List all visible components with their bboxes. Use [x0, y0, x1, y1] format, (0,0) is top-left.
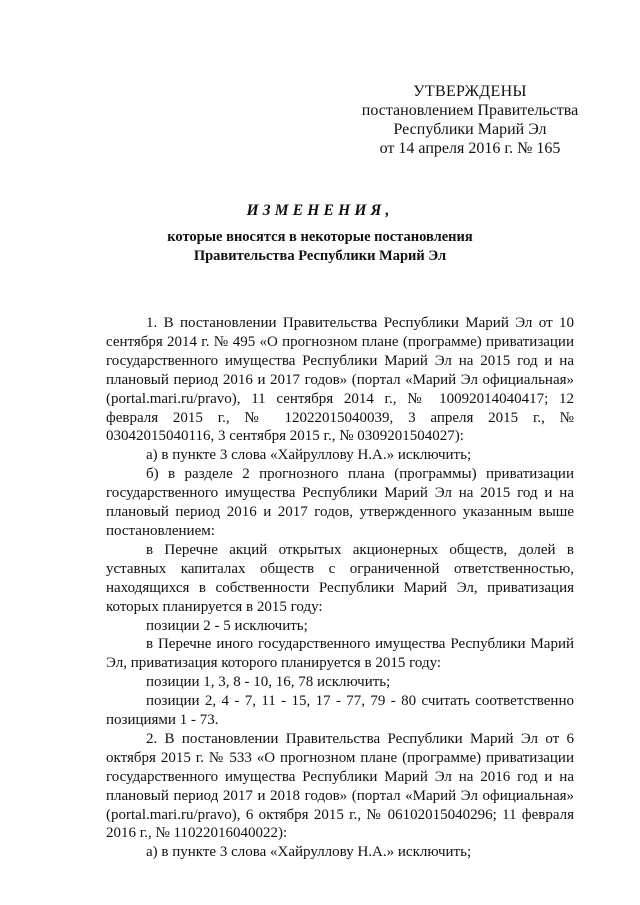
- paragraph-positions-renumber: позиции 2, 4 - 7, 11 - 15, 17 - 77, 79 - 80 считать соответственно позициями 1 - 73.: [106, 693, 574, 729]
- paragraph-2: 2. В постановлении Правительства Республики Марий Эл от 6 октября 2015 г. № 533 «О прогнозном плане (программе) приватизации государственного имущества Республики Марий Эл на 2016 год и на плановый период 2017 и 2018 годов» (портал «Марий Эл официальная» (portal.mari.ru/pravo), 6 октября 2015 г., № 06102015040296; 11 февраля 2016 г., № 11022016040022):: [106, 730, 574, 842]
- approval-title: УТВЕРЖДЕНЫ: [413, 83, 527, 100]
- paragraph-1a: а) в пункте 3 слова «Хайруллову Н.А.» исключить;: [146, 447, 472, 464]
- paragraph-positions-2-5: позиции 2 - 5 исключить;: [146, 617, 308, 634]
- paragraph-positions-exclude: позиции 1, 3, 8 - 10, 16, 78 исключить;: [146, 674, 391, 691]
- paragraph-1: 1. В постановлении Правительства Республики Марий Эл от 10 сентября 2014 г. № 495 «О прогнозном плане (программе) приватизации государственного имущества Республики Марий Эл на 2015 год и на плановый период 2016 и 2017 годов» (портал «Марий Эл официальная» (portal.mari.ru/pravo), 11 сентября 2014 г., № 10092014040417; 12 февраля 2015 г., № 12022015040039, 3 апреля 2015 г., № 03042015040116, 3 сентября 2015 г., № 0309201504027):: [106, 315, 574, 445]
- subtitle-line-1: которые вносятся в некоторые постановления: [167, 229, 473, 245]
- document-body: [106, 314, 574, 862]
- subtitle-line-2: Правительства Республики Марий Эл: [193, 248, 447, 264]
- approval-line-resolution: постановлением Правительства: [361, 102, 579, 119]
- document-title: ИЗМЕНЕНИЯ,: [246, 202, 394, 219]
- approval-line-republic: Республики Марий Эл: [393, 121, 547, 138]
- approval-block: [350, 82, 590, 158]
- approval-line-date-number: от 14 апреля 2016 г. № 165: [379, 140, 561, 157]
- document-subtitle: [0, 228, 640, 266]
- paragraph-other-property-list: в Перечне иного государственного имущества Республики Марий Эл, приватизация которого планируется в 2015 году:: [106, 636, 574, 672]
- paragraph-shares-list: в Перечне акций открытых акционерных обществ, долей в уставных капиталах обществ с ограниченной ответственностью, находящихся в собственности Республики Марий Эл, приватизация которых планируется в 2015 году:: [106, 541, 574, 615]
- paragraph-2a: а) в пункте 3 слова «Хайруллову Н.А.» исключить;: [146, 844, 472, 861]
- paragraph-1b: б) в разделе 2 прогнозного плана (программы) приватизации государственного имущества Республики Марий Эл на 2015 год и на плановый период 2016 и 2017 годов, утвержденного указанным выше постановлением:: [106, 466, 574, 539]
